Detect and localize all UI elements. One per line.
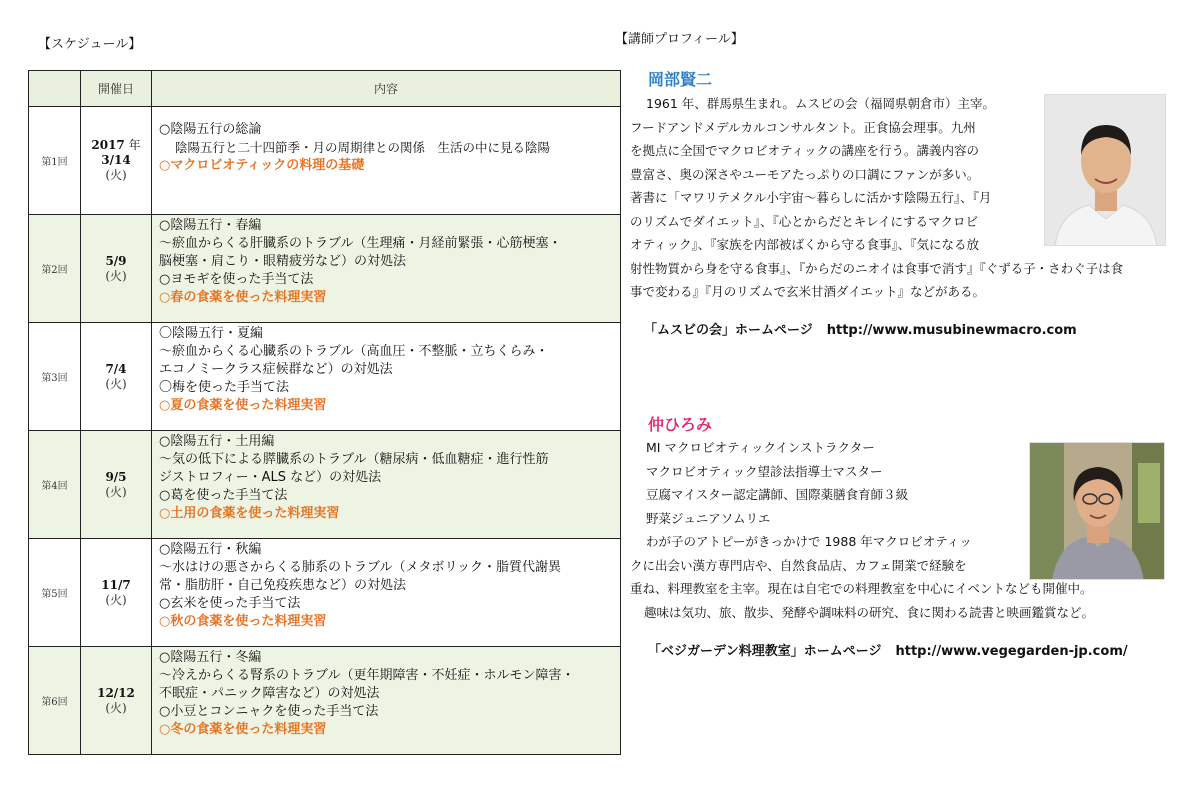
bio-line: 重ね、料理教室を主宰。現在は自宅での料理教室を中心にイベントなども開催中。	[630, 581, 1093, 596]
header-blank	[29, 71, 81, 107]
instructor-bio-okabe	[630, 92, 1123, 304]
bio-line: 著書に「マワリテメクル小宇宙〜暮らしに活かす陰陽五行』、『月	[630, 190, 992, 205]
session-label: 第3回	[29, 323, 81, 431]
content-line: ○小豆とコンニャクを使った手当て法	[159, 704, 379, 719]
session-row-5	[29, 539, 621, 647]
session-weekday: (火)	[105, 168, 127, 182]
bio-line: 事で変わる』『月のリズムで玄米甘酒ダイエット』などがある。	[630, 284, 986, 299]
homepage-line-naka	[648, 640, 1128, 659]
schedule-header-row	[29, 71, 621, 107]
bio-line: 野菜ジュニアソムリエ	[646, 510, 771, 526]
session-content	[152, 647, 621, 755]
content-line-practice: ○冬の食薬を使った料理実習	[159, 722, 327, 737]
session-weekday: (火)	[105, 700, 127, 715]
session-date	[81, 215, 152, 323]
homepage-link[interactable]: http://www.vegegarden-jp.com/	[895, 644, 1128, 659]
session-row-4	[29, 431, 621, 539]
homepage-link[interactable]: http://www.musubinewmacro.com	[826, 323, 1077, 338]
content-line: ○陰陽五行・春編	[159, 218, 262, 233]
content-line: エコノミークラス症候群など）の対処法	[159, 362, 393, 377]
session-content	[152, 323, 621, 431]
content-line-practice: ○秋の食薬を使った料理実習	[159, 614, 327, 629]
bio-line: MI マクロビオティックインストラクター	[646, 440, 875, 455]
session-date	[81, 107, 152, 215]
session-content	[152, 431, 621, 539]
bio-line: を拠点に全国でマクロビオティックの講座を行う。講義内容の	[630, 143, 980, 158]
content-line-practice: ○土用の食薬を使った料理実習	[159, 506, 340, 521]
session-weekday: (火)	[105, 268, 127, 283]
content-line: 〜瘀血からくる心臓系のトラブル（高血圧・不整脈・立ちくらみ・	[159, 344, 549, 359]
content-line: 脳梗塞・肩こり・眼精疲労など）の対処法	[159, 254, 407, 269]
session-weekday: (火)	[105, 376, 127, 391]
session-label: 第6回	[29, 647, 81, 755]
session-date	[81, 431, 152, 539]
session-row-1	[29, 107, 621, 215]
content-line: ○葛を使った手当て法	[159, 488, 288, 503]
content-line: ○陰陽五行・土用編	[159, 434, 275, 449]
session-row-6	[29, 647, 621, 755]
content-line: ○陰陽五行の総論	[159, 122, 262, 137]
session-content	[152, 539, 621, 647]
session-label: 第2回	[29, 215, 81, 323]
content-line: 〇陰陽五行・夏編	[159, 326, 264, 341]
session-date	[81, 539, 152, 647]
session-month-day: 9/5	[105, 469, 127, 484]
session-month-day: 7/4	[105, 361, 127, 376]
content-line: 常・脂肪肝・自己免疫疾患など）の対処法	[159, 578, 407, 593]
session-year-suffix: 年	[128, 138, 141, 152]
session-content	[152, 215, 621, 323]
instructor-bio-naka	[630, 436, 1094, 624]
header-date: 開催日	[81, 71, 152, 107]
session-month-day: 3/14	[101, 153, 131, 167]
content-line-practice: ○マクロビオティックの料理の基礎	[159, 158, 365, 173]
session-content	[152, 107, 621, 215]
content-line: 〜気の低下による膵臓系のトラブル（糖尿病・低血糖症・進行性筋	[159, 452, 549, 467]
content-line: ○陰陽五行・秋編	[159, 542, 262, 557]
schedule-table	[28, 70, 621, 755]
session-label: 第4回	[29, 431, 81, 539]
content-line: 陰陽五行と二十四節季・月の周期律との関係 生活の中に見る陰陽	[175, 140, 551, 155]
content-line: ○陰陽五行・冬編	[159, 650, 262, 665]
bio-line: わが子のアトピーがきっかけで 1988 年マクロビオティッ	[646, 534, 972, 549]
bio-line: 射性物質から身を守る食事』、『からだのニオイは食事で消す』『ぐずる子・さわぐ子は食	[630, 260, 1124, 276]
content-line: ○ヨモギを使った手当て法	[159, 272, 314, 287]
instructor-name-okabe: 岡部賢二	[648, 70, 713, 89]
content-line: 〜水はけの悪さからくる肺系のトラブル（メタボリック・脂質代謝異	[159, 560, 561, 575]
schedule-heading: 【スケジュール】	[38, 37, 142, 52]
session-month-day: 12/12	[97, 685, 135, 700]
profile-heading: 【講師プロフィール】	[615, 32, 744, 47]
session-weekday: (火)	[105, 484, 127, 499]
content-line: ○玄米を使った手当て法	[159, 596, 301, 611]
session-month-day: 11/7	[101, 577, 131, 592]
session-row-2	[29, 215, 621, 323]
homepage-label: 「ムスビの会」ホームページ	[644, 323, 813, 338]
content-line-practice: ○夏の食薬を使った料理実習	[159, 398, 327, 413]
content-line: ジストロフィー・ALS など）の対処法	[159, 470, 382, 485]
bio-line: 豊富さ、奥の深さやユーモアたっぷりの口調にファンが多い。	[630, 166, 980, 182]
content-line: 〜瘀血からくる肝臓系のトラブル（生理痛・月経前緊張・心筋梗塞・	[159, 236, 562, 251]
session-date	[81, 323, 152, 431]
content-line: 〇梅を使った手当て法	[159, 380, 290, 395]
session-month-day: 5/9	[105, 253, 127, 268]
bio-line: 1961 年、群馬県生まれ。ムスビの会（福岡県朝倉市）主宰。	[646, 96, 996, 111]
instructor-name-naka: 仲ひろみ	[648, 415, 713, 434]
bio-line: 豆腐マイスター認定講師、国際薬膳食育師３級	[646, 487, 909, 502]
content-line-practice: ○春の食薬を使った料理実習	[159, 290, 327, 305]
homepage-line-okabe	[644, 319, 1077, 338]
session-date	[81, 647, 152, 755]
bio-line: 趣味は気功、旅、散歩、発酵や調味料の研究、食に関わる読書と映画鑑賞など。	[644, 604, 1095, 620]
bio-line: のリズムでダイエット』、『心とからだとキレイにするマクロビ	[630, 213, 979, 229]
content-line: 〜冷えからくる腎系のトラブル（更年期障害・不妊症・ホルモン障害・	[159, 668, 575, 683]
header-content: 内容	[152, 71, 621, 107]
content-line: 不眠症・パニック障害など）の対処法	[159, 686, 380, 701]
homepage-label: 「ベジガーデン料理教室」ホームページ	[648, 644, 882, 659]
bio-line: マクロビオティック望診法指導士マスター	[646, 463, 883, 479]
bio-line: フードアンドメデルカルコンサルタント。正食協会理事。九州	[630, 119, 976, 135]
session-weekday: (火)	[105, 592, 127, 607]
bio-line: オティック』、『家族を内部被ばくから守る食事』、『気になる放	[630, 237, 980, 252]
session-label: 第5回	[29, 539, 81, 647]
session-label: 第1回	[29, 107, 81, 215]
bio-line: クに出会い漢方専門店や、自然食品店、カフェ開業で経験を	[630, 557, 967, 573]
session-row-3	[29, 323, 621, 431]
session-year: 2017	[91, 138, 125, 152]
